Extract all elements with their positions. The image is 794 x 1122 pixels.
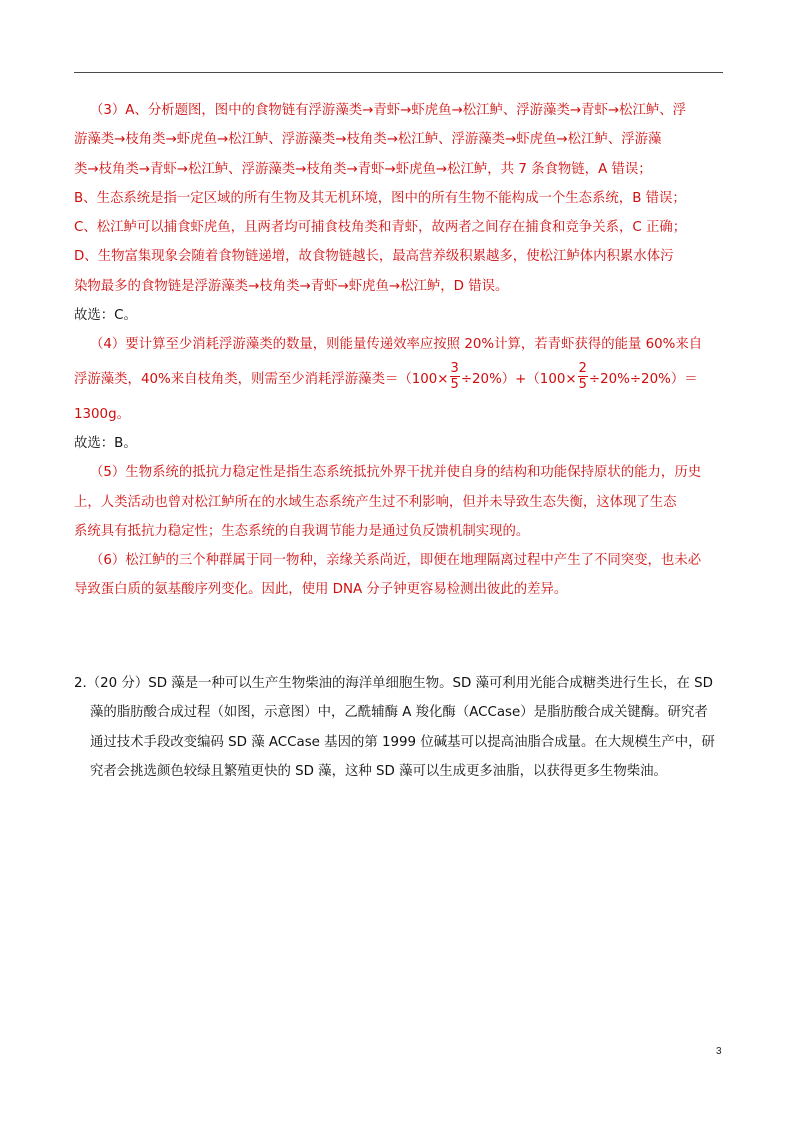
header-rule (74, 72, 723, 73)
section3-line3: 类→枝角类→青虾→松江鲈、浮游藻类→枝角类→青虾→虾虎鱼→松江鲈，共 7 条食物链，A 错误； (74, 161, 652, 177)
section3-line1: （3）A、分析题图，图中的食物链有浮游藻类→青虾→虾虎鱼→松江鲈、浮游藻类→青虾→松江鲈、浮 (90, 103, 687, 118)
section6-line1: （6）松江鲈的三个种群属于同一物种，亲缘关系尚近，即便在地理隔离过程中产生了不同突变，也未必 (90, 553, 702, 569)
section3-line4: B、生态系统是指一定区域的所有生物及其无机环境，图中的所有生物不能构成一个生态系统，B 错误； (74, 190, 686, 206)
question2-line1: 2.（20 分）SD 藻是一种可以生产生物柴油的海洋单细胞生物。SD 藻可利用光能合成糖类进行生长，在 SD (74, 676, 713, 691)
frac2-denominator: 5 (578, 377, 587, 393)
section4-line3: 1300g。 (74, 406, 130, 422)
section4-line1: （4）要计算至少消耗浮游藻类的数量，则能量传递效率应按照 20%计算，若青虾获得的能量 60%来自 (90, 337, 703, 353)
section4-line2-end: ÷20%÷20%）＝ (588, 371, 698, 387)
section3-line5: C、松江鲈可以捕食虾虎鱼，且两者均可捕食枝角类和青虾，故两者之间存在捕食和竞争关系，C 正确； (74, 220, 687, 236)
section3-answer: 故选：C。 (74, 308, 137, 324)
frac1-denominator: 5 (450, 377, 459, 393)
section4-line2-mid: ÷20%）+（100× (460, 371, 577, 387)
answer-explanation (74, 96, 726, 605)
section3-line2: 游藻类→枝角类→虾虎鱼→松江鲈、浮游藻类→枝角类→松江鲈、浮游藻类→虾虎鱼→松江鲈、浮游藻 (74, 132, 662, 148)
section5-line1: （5）生物系统的抵抗力稳定性是指生态系统抵抗外界干扰并使自身的结构和功能保持原状的能力，历史 (90, 465, 702, 481)
section5-line3: 系统具有抵抗力稳定性；生态系统的自我调节能力是通过负反馈机制实现的。 (74, 523, 530, 539)
question2-line3: 通过技术手段改变编码 SD 藻 ACCase 基因的第 1999 位碱基可以提高油脂合成量。在大规模生产中，研 (90, 734, 715, 750)
section5-line2: 上，人类活动也曾对松江鲈所在的水域生态系统产生过不利影响，但并未导致生态失衡，这体现了生态 (74, 494, 677, 510)
question2-line4: 究者会挑选颜色较绿且繁殖更快的 SD 藻，这种 SD 藻可以生成更多油脂，以获得更多生物柴油。 (90, 763, 667, 779)
question2-line2: 藻的脂肪酸合成过程（如图，示意图）中，乙酰辅酶 A 羧化酶（ACCase）是脂肪酸合成关键酶。研究者 (90, 705, 708, 721)
fraction-three-fifths (450, 361, 460, 392)
frac1-numerator: 3 (450, 361, 459, 377)
section6-line2: 导致蛋白质的氨基酸序列变化。因此，使用 DNA 分子钟更容易检测出彼此的差异。 (74, 582, 568, 598)
section4-calc-line (74, 360, 726, 400)
page-number: 3 (716, 1046, 722, 1057)
section3-line6: D、生物富集现象会随着食物链递增，故食物链越长，最高营养级积累越多，使松江鲈体内积累水体污 (74, 249, 674, 265)
fraction-two-fifths (578, 361, 588, 392)
section4-line2-text: 浮游藻类，40%来自枝角类，则需至少消耗浮游藻类＝（100× (74, 371, 449, 387)
section4-answer: 故选：B。 (74, 435, 137, 451)
section3-line7: 染物最多的食物链是浮游藻类→枝角类→青虾→虾虎鱼→松江鲈，D 错误。 (74, 278, 509, 294)
question-2 (74, 669, 729, 786)
frac2-numerator: 2 (578, 361, 587, 377)
